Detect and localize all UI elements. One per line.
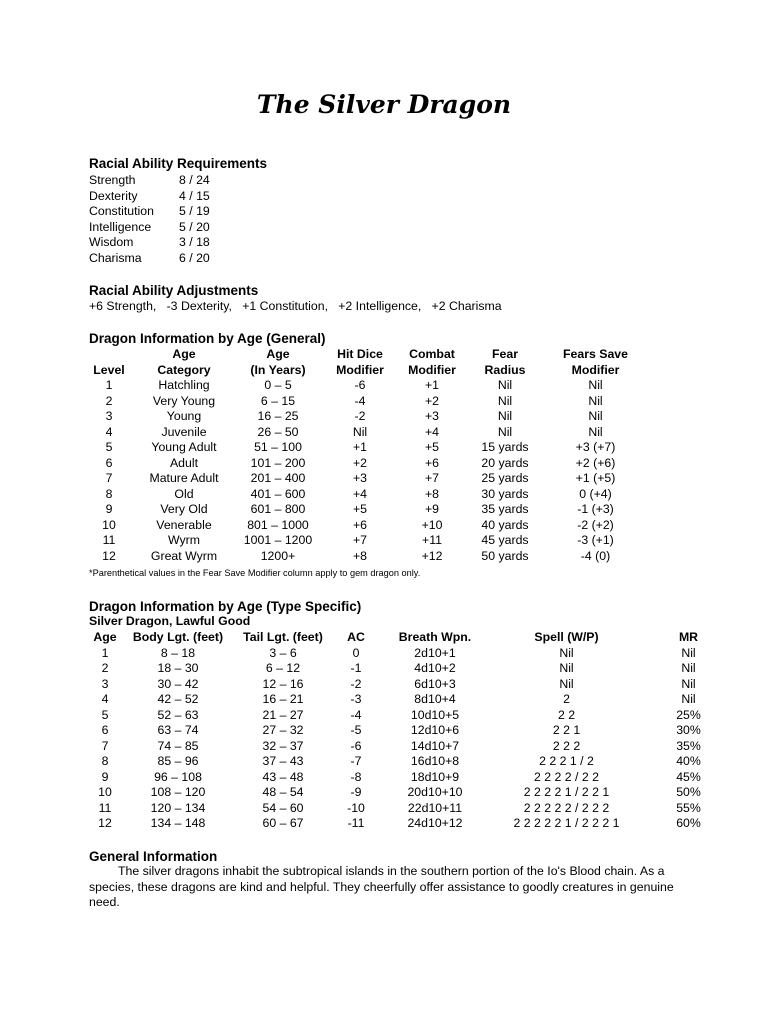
type-specific-age-table bbox=[89, 630, 733, 832]
table-cell: 2 bbox=[105, 393, 113, 408]
table-cell: -6 bbox=[354, 378, 366, 392]
table-row bbox=[89, 816, 733, 832]
column-header: Breath Wpn. bbox=[398, 630, 472, 644]
ability-name: Strength bbox=[89, 173, 136, 187]
table-cell: 60 – 67 bbox=[262, 816, 304, 830]
table-cell: +11 bbox=[422, 533, 442, 547]
table-cell: -6 bbox=[350, 738, 362, 753]
table-cell: 4d10+2 bbox=[414, 661, 456, 675]
table-row bbox=[89, 785, 733, 801]
table-cell: +2 bbox=[424, 393, 440, 408]
table-cell: 25% bbox=[676, 707, 701, 722]
ability-row bbox=[89, 235, 210, 251]
table-cell: -4 bbox=[350, 707, 362, 722]
table-cell: 5 bbox=[101, 707, 109, 722]
ability-name: Intelligence bbox=[89, 219, 152, 234]
table-cell: +3 (+7) bbox=[575, 440, 616, 454]
table-cell: -11 bbox=[347, 816, 365, 830]
table-cell: Nil bbox=[681, 661, 696, 675]
table-cell: +9 bbox=[424, 502, 440, 516]
table-row bbox=[89, 440, 642, 456]
table-cell: 8d10+4 bbox=[414, 692, 456, 706]
table-cell: 2 2 bbox=[557, 707, 576, 722]
table-cell: 1 bbox=[101, 645, 109, 660]
table-cell: Very Young bbox=[152, 393, 216, 408]
table-cell: 12d10+6 bbox=[410, 723, 460, 737]
column-header: Fear bbox=[492, 347, 518, 361]
table-cell: Nil bbox=[588, 409, 603, 423]
table-cell: 52 – 63 bbox=[157, 707, 199, 722]
table-cell: 8 – 18 bbox=[160, 645, 196, 660]
table-cell: 40% bbox=[676, 754, 701, 768]
ability-name: Constitution bbox=[89, 204, 154, 218]
column-header: Level bbox=[93, 362, 125, 377]
table-cell: 50 yards bbox=[481, 548, 529, 563]
table-cell: Hatchling bbox=[158, 378, 210, 392]
table-row bbox=[89, 692, 733, 708]
table-cell: -1 (+3) bbox=[577, 502, 614, 516]
column-header: Hit Dice bbox=[337, 347, 383, 361]
table-cell: Nil bbox=[588, 424, 603, 439]
table-cell: 21 – 27 bbox=[262, 707, 304, 722]
table-cell: Juvenile bbox=[161, 424, 207, 439]
table-row bbox=[89, 723, 733, 739]
table-cell: 42 – 52 bbox=[157, 692, 199, 706]
table-cell: 801 – 1000 bbox=[247, 517, 309, 532]
table-cell: +5 bbox=[424, 440, 440, 454]
table-cell: 2 2 2 1 / 2 bbox=[539, 754, 594, 768]
table-cell: 32 – 37 bbox=[262, 738, 304, 753]
table-cell: +8 bbox=[352, 548, 368, 563]
table-cell: +6 bbox=[352, 517, 368, 532]
column-header: AC bbox=[347, 630, 365, 644]
ability-adjustments-text: +6 Strength, -3 Dexterity, +1 Constitution, +2 Intelligence, +2 Charisma bbox=[89, 299, 502, 313]
table-cell: Nil bbox=[681, 692, 696, 706]
table-cell: 11 bbox=[102, 533, 116, 547]
table-row bbox=[89, 378, 642, 394]
ability-adjustments-heading: Racial Ability Adjustments bbox=[89, 283, 259, 298]
table-row bbox=[89, 708, 733, 724]
table-cell: -5 bbox=[350, 723, 362, 737]
table-cell: 2 bbox=[101, 661, 109, 675]
table-cell: +12 bbox=[421, 548, 443, 563]
ability-name: Dexterity bbox=[89, 188, 138, 203]
table-cell: 54 – 60 bbox=[262, 800, 304, 815]
table-cell: 30 yards bbox=[481, 486, 529, 501]
table-cell: Nil bbox=[681, 676, 696, 691]
column-header: Age bbox=[172, 347, 196, 361]
table-cell: 0 bbox=[352, 645, 360, 660]
ability-row bbox=[89, 251, 210, 267]
fear-save-footnote: *Parenthetical values in the Fear Save Modifier column apply to gem dragon only. bbox=[89, 568, 421, 578]
table-cell: Adult bbox=[169, 455, 199, 470]
table-cell: 24d10+12 bbox=[407, 816, 463, 830]
table-row bbox=[89, 801, 733, 817]
table-row bbox=[89, 646, 733, 662]
table-cell: Young bbox=[166, 409, 202, 423]
table-cell: -9 bbox=[350, 785, 362, 799]
table-cell: -2 bbox=[354, 409, 366, 423]
page-title: The Silver Dragon bbox=[256, 90, 512, 119]
table-header-row bbox=[89, 363, 642, 379]
table-cell: 1200+ bbox=[260, 548, 296, 563]
table-cell: 2 2 2 2 2 / 2 2 2 bbox=[523, 800, 610, 815]
table-cell: 9 bbox=[105, 502, 113, 516]
column-header: Combat bbox=[409, 347, 455, 361]
table-row bbox=[89, 471, 642, 487]
table-cell: 8 bbox=[101, 754, 109, 768]
table-row bbox=[89, 394, 642, 410]
table-cell: 63 – 74 bbox=[157, 723, 199, 737]
column-header: Modifier bbox=[336, 362, 384, 377]
ability-value: 5 / 20 bbox=[179, 219, 210, 234]
column-header: MR bbox=[678, 630, 699, 644]
table-row bbox=[89, 549, 642, 565]
column-header: Spell (W/P) bbox=[534, 630, 599, 644]
table-cell: 201 – 400 bbox=[250, 471, 306, 485]
table-cell: +6 bbox=[424, 455, 440, 470]
table-cell: 6 bbox=[101, 723, 109, 737]
table-cell: -7 bbox=[350, 754, 362, 768]
table-cell: 4 bbox=[105, 424, 113, 439]
table-cell: 51 – 100 bbox=[254, 440, 302, 454]
ability-row bbox=[89, 189, 210, 205]
column-header bbox=[89, 347, 129, 363]
table-cell: 101 – 200 bbox=[250, 455, 306, 470]
table-row bbox=[89, 502, 642, 518]
table-cell: Nil bbox=[559, 661, 574, 675]
table-cell: 6 – 15 bbox=[260, 393, 296, 408]
table-cell: 0 – 5 bbox=[264, 378, 292, 392]
table-cell: 18 – 30 bbox=[157, 661, 199, 675]
table-cell: 108 – 120 bbox=[150, 785, 206, 799]
column-header: Radius bbox=[484, 362, 526, 377]
column-header: Modifier bbox=[408, 362, 456, 377]
ability-value: 8 / 24 bbox=[179, 173, 210, 187]
table-row bbox=[89, 456, 642, 472]
table-cell: 20d10+10 bbox=[407, 785, 463, 799]
table-cell: 7 bbox=[101, 738, 109, 753]
table-cell: 45 yards bbox=[481, 533, 529, 547]
table-cell: Wyrm bbox=[168, 533, 200, 547]
column-header: Body Lgt. (feet) bbox=[132, 630, 224, 644]
table-cell: 3 bbox=[101, 676, 109, 691]
table-cell: 5 bbox=[105, 440, 113, 454]
table-cell: 6 – 12 bbox=[265, 661, 301, 675]
general-info-heading: General Information bbox=[89, 849, 218, 864]
table-cell: Mature Adult bbox=[149, 471, 219, 485]
table-cell: 96 – 108 bbox=[154, 769, 202, 784]
table-cell: 134 – 148 bbox=[150, 816, 206, 830]
table-cell: 2 2 2 2 / 2 2 bbox=[534, 769, 599, 784]
ability-row bbox=[89, 220, 210, 236]
table-cell: -8 bbox=[350, 769, 362, 784]
table-cell: 2 bbox=[563, 692, 570, 706]
table-cell: 25 yards bbox=[481, 471, 529, 485]
table-cell: Nil bbox=[559, 645, 574, 660]
table-cell: 15 yards bbox=[481, 440, 529, 454]
table-cell: Nil bbox=[352, 424, 368, 439]
table-cell: 401 – 600 bbox=[250, 486, 306, 501]
ability-row bbox=[89, 204, 210, 220]
table-cell: 10 bbox=[102, 517, 116, 532]
table-cell: 85 – 96 bbox=[157, 754, 199, 768]
general-info-text: The silver dragons inhabit the subtropical islands in the southern portion of the Io's Blood chain. As a species, these dragons are kind and helpful. They cheerfully offer assistance to goodly creatures in genuine need. bbox=[89, 864, 674, 909]
general-age-table bbox=[89, 347, 642, 564]
table-cell: 9 bbox=[101, 769, 109, 784]
table-cell: 7 bbox=[105, 471, 113, 485]
table-cell: Nil bbox=[497, 393, 513, 408]
table-cell: 16 – 25 bbox=[257, 409, 299, 423]
table-cell: 48 – 54 bbox=[262, 785, 304, 799]
table-cell: 8 bbox=[105, 486, 113, 501]
table-row bbox=[89, 677, 733, 693]
table-cell: 18d10+9 bbox=[410, 769, 460, 784]
table-cell: +1 bbox=[352, 440, 368, 454]
table-cell: Great Wyrm bbox=[150, 548, 218, 563]
table-cell: 10 bbox=[98, 785, 112, 799]
column-header: Age bbox=[93, 630, 117, 644]
column-header: (In Years) bbox=[250, 362, 306, 377]
table-cell: -10 bbox=[347, 800, 365, 815]
table-cell: 1 bbox=[105, 378, 113, 392]
table-cell: +4 bbox=[352, 486, 368, 501]
table-cell: 20 yards bbox=[481, 455, 529, 470]
table-cell: Nil bbox=[681, 645, 696, 660]
table-cell: Nil bbox=[559, 676, 574, 691]
table-cell: -1 bbox=[350, 661, 362, 675]
table-cell: -2 bbox=[350, 676, 362, 691]
table-cell: +5 bbox=[352, 502, 368, 516]
table-cell: +3 bbox=[424, 409, 440, 423]
table-cell: 12 – 16 bbox=[262, 676, 304, 691]
table-cell: 74 – 85 bbox=[157, 738, 199, 753]
table-cell: 2d10+1 bbox=[414, 645, 456, 660]
table-row bbox=[89, 739, 733, 755]
table-cell: 1001 – 1200 bbox=[243, 533, 313, 547]
ability-requirements-heading: Racial Ability Requirements bbox=[89, 156, 268, 171]
table-cell: 16 – 21 bbox=[262, 692, 304, 706]
table-cell: +1 bbox=[424, 378, 440, 392]
table-cell: 6d10+3 bbox=[414, 676, 456, 691]
ability-requirements-list bbox=[89, 173, 210, 266]
column-header: Fears Save bbox=[563, 347, 628, 361]
table-cell: +2 (+6) bbox=[575, 455, 616, 470]
table-cell: +1 (+5) bbox=[575, 471, 616, 485]
table-cell: +2 bbox=[352, 455, 368, 470]
table-cell: 50% bbox=[676, 785, 701, 799]
column-header: Tail Lgt. (feet) bbox=[243, 630, 323, 644]
table-cell: 0 (+4) bbox=[579, 486, 612, 501]
table-cell: 60% bbox=[676, 816, 701, 830]
ability-value: 6 / 20 bbox=[179, 250, 210, 265]
table-cell: +7 bbox=[424, 471, 440, 485]
table-cell: 27 – 32 bbox=[262, 723, 304, 737]
table-cell: -4 (0) bbox=[580, 548, 611, 563]
table-cell: +7 bbox=[352, 533, 368, 547]
table-header-row bbox=[89, 347, 642, 363]
table-cell: 11 bbox=[98, 800, 112, 815]
table-cell: -3 bbox=[350, 692, 362, 706]
table-cell: 30 – 42 bbox=[157, 676, 199, 691]
table-cell: 45% bbox=[676, 769, 701, 784]
general-table-heading: Dragon Information by Age (General) bbox=[89, 331, 326, 346]
table-cell: Nil bbox=[588, 393, 603, 408]
ability-value: 4 / 15 bbox=[179, 188, 210, 203]
ability-value: 3 / 18 bbox=[179, 235, 210, 249]
ability-value: 5 / 19 bbox=[179, 204, 210, 218]
table-cell: 22d10+11 bbox=[407, 800, 463, 815]
table-cell: 601 – 800 bbox=[250, 502, 306, 516]
table-cell: Young Adult bbox=[151, 440, 217, 454]
table-row bbox=[89, 533, 642, 549]
table-cell: 12 bbox=[98, 816, 112, 830]
table-cell: 26 – 50 bbox=[257, 424, 299, 439]
table-cell: Nil bbox=[497, 409, 513, 423]
table-header-row bbox=[89, 630, 733, 646]
table-cell: 16d10+8 bbox=[410, 754, 460, 768]
table-cell: -3 (+1) bbox=[577, 533, 614, 547]
table-cell: Very Old bbox=[160, 502, 208, 516]
table-row bbox=[89, 425, 642, 441]
ability-name: Charisma bbox=[89, 250, 142, 265]
table-row bbox=[89, 661, 733, 677]
table-row bbox=[89, 770, 733, 786]
table-cell: 43 – 48 bbox=[262, 769, 304, 784]
table-cell: 6 bbox=[105, 455, 113, 470]
table-cell: 35 yards bbox=[481, 502, 529, 516]
ability-row bbox=[89, 173, 210, 189]
column-header: Category bbox=[157, 362, 211, 377]
table-cell: 2 2 2 bbox=[552, 738, 581, 753]
table-row bbox=[89, 518, 642, 534]
table-cell: 3 bbox=[105, 409, 113, 423]
table-cell: 40 yards bbox=[481, 517, 529, 532]
table-cell: +8 bbox=[424, 486, 440, 501]
table-cell: Nil bbox=[588, 378, 603, 392]
table-row bbox=[89, 409, 642, 425]
table-cell: 35% bbox=[676, 738, 701, 753]
table-cell: 120 – 134 bbox=[150, 800, 206, 815]
column-header: Modifier bbox=[571, 362, 620, 377]
table-cell: 55% bbox=[676, 800, 701, 815]
dragon-type-subheading: Silver Dragon, Lawful Good bbox=[89, 614, 251, 628]
table-cell: Old bbox=[174, 486, 194, 501]
table-cell: -4 bbox=[354, 393, 366, 408]
table-cell: +10 bbox=[421, 517, 443, 532]
table-cell: 12 bbox=[102, 548, 116, 563]
table-cell: 4 bbox=[101, 692, 109, 706]
table-cell: 30% bbox=[676, 723, 701, 737]
table-cell: 3 – 6 bbox=[269, 645, 297, 660]
table-cell: +4 bbox=[424, 424, 440, 439]
table-cell: 10d10+5 bbox=[410, 707, 460, 722]
table-cell: 2 2 2 2 2 1 / 2 2 2 1 bbox=[513, 816, 620, 830]
table-cell: 2 2 1 bbox=[552, 723, 581, 737]
table-row bbox=[89, 754, 733, 770]
table-cell: Nil bbox=[497, 424, 513, 439]
table-cell: Venerable bbox=[156, 517, 212, 532]
table-cell: Nil bbox=[497, 378, 513, 392]
specific-table-heading: Dragon Information by Age (Type Specific) bbox=[89, 599, 362, 614]
table-cell: 37 – 43 bbox=[262, 754, 304, 768]
column-header: Age bbox=[266, 347, 290, 361]
table-cell: +3 bbox=[352, 471, 368, 485]
table-cell: 2 2 2 2 1 / 2 2 1 bbox=[523, 785, 610, 799]
table-cell: 14d10+7 bbox=[410, 738, 460, 753]
table-row bbox=[89, 487, 642, 503]
ability-name: Wisdom bbox=[89, 235, 134, 249]
table-cell: -2 (+2) bbox=[577, 517, 614, 532]
